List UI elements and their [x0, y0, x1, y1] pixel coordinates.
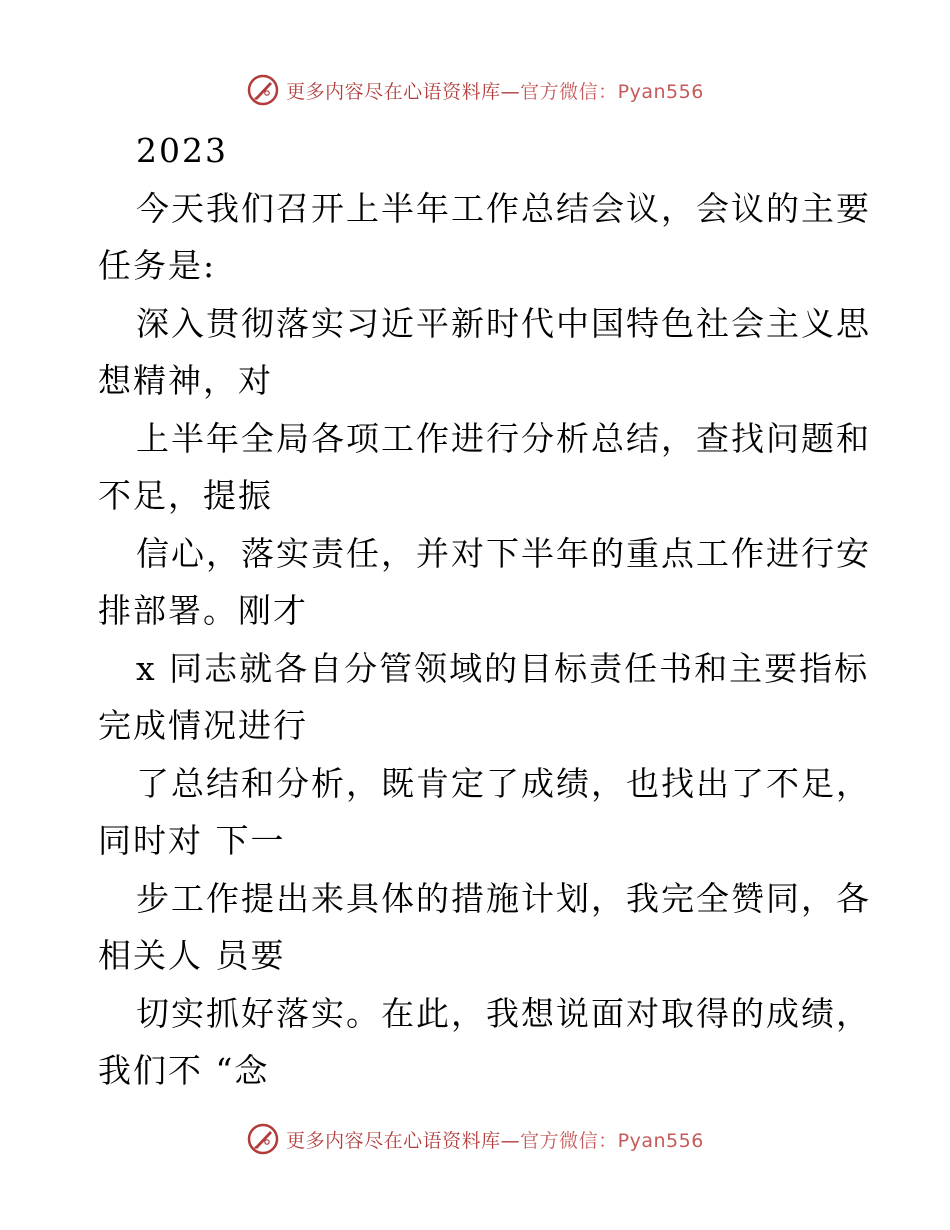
- banner-wechat-text: 官方微信：Pyan556: [520, 1129, 704, 1152]
- text-line: 今天我们召开上半年工作总结会议，会议的主要: [136, 188, 871, 228]
- banner-wechat-text: 官方微信：Pyan556: [520, 80, 704, 103]
- text-line: 步工作提出来具体的措施计划，我完全赞同，各: [136, 878, 871, 918]
- text-line: 任务是:: [98, 246, 217, 285]
- banner-main-text: 更多内容尽在心语资料库: [286, 1129, 501, 1152]
- banner-text: [286, 77, 704, 104]
- banner-main-text: 更多内容尽在心语资料库: [286, 80, 501, 103]
- banner-text: [286, 1126, 704, 1153]
- banner-separator: —: [500, 80, 521, 103]
- text-line: 不足，提振: [98, 476, 273, 515]
- quill-logo-icon: [246, 1122, 280, 1156]
- text-line: 2023: [136, 131, 228, 170]
- text-line: 想精神，对: [98, 361, 273, 400]
- document-body: [98, 122, 871, 1100]
- text-line: 信心，落实责任，并对下半年的重点工作进行安: [136, 533, 871, 573]
- text-line: 深入贯彻落实习近平新时代中国特色社会主义思: [136, 303, 871, 343]
- text-line: 切实抓好落实。在此，我想说面对取得的成绩，: [136, 993, 871, 1033]
- text-line: 我们不 “念: [98, 1051, 270, 1090]
- banner-separator: —: [500, 1129, 521, 1152]
- text-line: 同时对 下一: [98, 821, 286, 860]
- quill-logo-icon: [246, 73, 280, 107]
- header-banner: [0, 70, 950, 110]
- text-line: 完成情况进行: [98, 706, 308, 745]
- footer-banner: [0, 1119, 950, 1159]
- text-line: 相关人 员要: [98, 936, 286, 975]
- text-line: x 同志就各自分管领域的目标责任书和主要指标: [136, 648, 870, 688]
- text-line: 上半年全局各项工作进行分析总结，查找问题和: [136, 418, 871, 458]
- text-line: 排部署。刚才: [98, 591, 308, 630]
- text-line: 了总结和分析，既肯定了成绩，也找出了不足，: [136, 763, 871, 803]
